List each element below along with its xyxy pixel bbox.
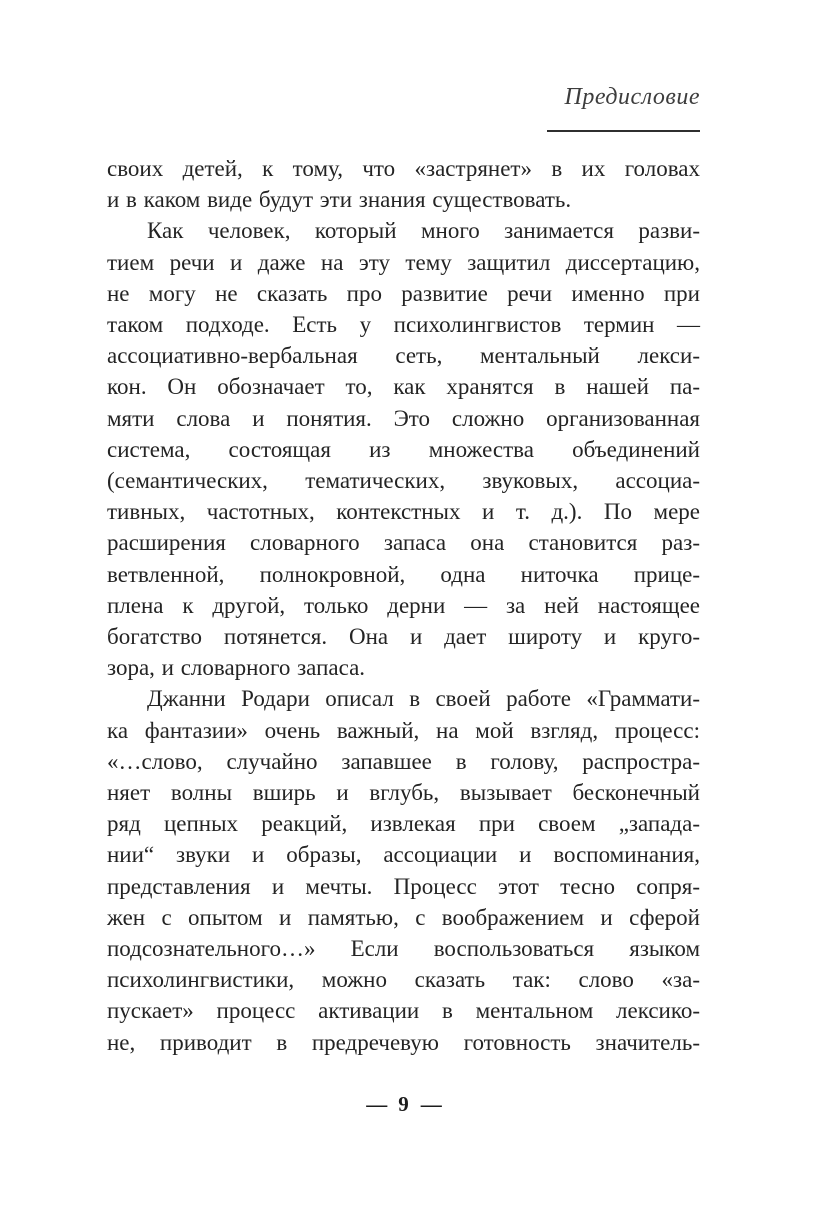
text-line: Как человек, который много занимается разви- [147,218,700,244]
text-line: ассоциативно-вербальная сеть, ментальный лекси- [107,343,700,369]
text-line: мяти слова и понятия. Это сложно организованная [107,405,700,431]
paragraph [107,153,700,215]
text-line: жен с опытом и памятью, с воображением и сферой [107,904,700,930]
text-line: тием речи и даже на эту тему защитил диссертацию, [107,249,700,275]
paragraph [107,683,700,1057]
header-rule [547,130,700,132]
text-line: психолингвистики, можно сказать так: слово «за- [107,967,700,993]
text-line: богатство потянется. Она и дает широту и круго- [107,624,700,650]
text-line: расширения словарного запаса она становится раз- [107,530,700,556]
text-line: ка фантазии» очень важный, на мой взгляд, процесс: [107,717,700,743]
text-line: зора, и словарного запаса. [107,655,366,681]
page-footer [107,1092,700,1117]
text-line: кон. Он обозначает то, как хранятся в нашей па- [107,374,700,400]
text-line: «…слово, случайно запавшее в голову, распростра- [107,748,700,774]
text-line: ветвленной, полнокровной, одна ниточка прице- [107,561,700,587]
text-line: не могу не сказать про развитие речи именно при [107,280,700,306]
text-line: своих детей, к тому, что «застрянет» в их головах [107,156,700,181]
text-line: няет волны вширь и вглубь, вызывает бесконечный [107,780,700,806]
text-line: не, приводит в предречевую готовность значитель- [107,1029,700,1055]
text-line: ряд цепных реакций, извлекая при своем „запада- [107,811,700,837]
paragraph [107,215,700,683]
body-text [107,153,700,1058]
text-line: подсознательного…» Если воспользоваться языком [107,936,700,962]
text-line: система, состоящая из множества объединений [107,436,700,462]
page-number: 9 [398,1092,409,1116]
text-line: Джанни Родари описал в своей работе «Граммати- [147,686,700,712]
text-line: пускает» процесс активации в ментальном лексико- [107,998,700,1024]
running-head: Предисловие [564,84,700,110]
text-line: таком подходе. Есть у психолингвистов термин — [107,312,700,338]
text-line: и в каком виде будут эти знания существовать. [107,187,572,213]
text-line: нии“ звуки и образы, ассоциации и воспоминания, [107,842,700,868]
text-line: (семантических, тематических, звуковых, ассоциа- [107,468,700,494]
text-line: тивных, частотных, контекстных и т. д.). По мере [107,499,700,525]
text-line: представления и мечты. Процесс этот тесно сопря- [107,873,700,899]
footer-right-dash: — [420,1092,441,1116]
text-line: плена к другой, только дерни — за ней настоящее [107,592,700,618]
footer-left-dash: — [366,1092,387,1116]
